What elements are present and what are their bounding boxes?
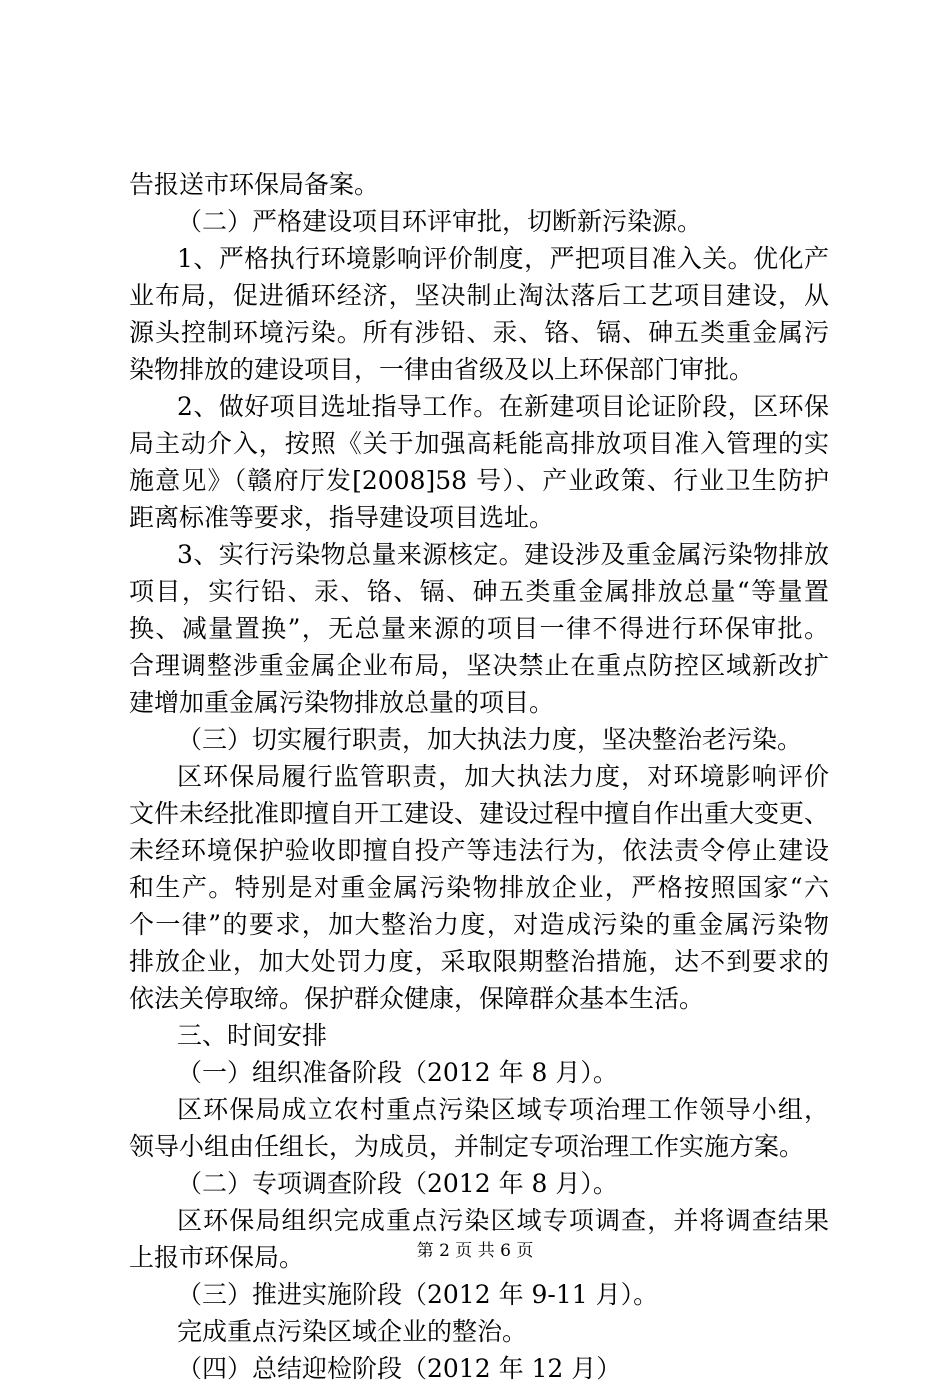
section-heading: （四）总结迎检阶段（2012 年 12 月） (177, 1354, 622, 1383)
text-line: 3、实行污染物总量来源核定。建设涉及重金属污染物排放 (177, 540, 829, 569)
text-line: 个一律”的要求，加大整治力度，对造成污染的重金属污染物 (129, 910, 829, 939)
text-line: 换、减量置换”，无总量来源的项目一律不得进行环保审批。 (129, 614, 829, 643)
section-heading: （三）推进实施阶段（2012 年 9-11 月）。 (177, 1280, 659, 1309)
text-line: 和生产。特别是对重金属污染物排放企业，严格按照国家“六 (129, 873, 829, 902)
section-heading: 三、时间安排 (177, 1021, 328, 1050)
text-line: 区环保局组织完成重点污染区域专项调查，并将调查结果 (177, 1206, 829, 1235)
text-line: 排放企业，加大处罚力度，采取限期整治措施，达不到要求的 (129, 947, 829, 976)
page-number-footer: 第 2 页 共 6 页 (416, 1241, 534, 1261)
text-line: 领导小组由任组长，为成员，并制定专项治理工作实施方案。 (129, 1132, 805, 1161)
text-line: 局主动介入，按照《关于加强高耗能高排放项目准入管理的实 (129, 429, 829, 458)
text-line: 未经环境保护验收即擅自投产等违法行为，依法责令停止建设 (129, 836, 829, 865)
text-line: 告报送市环保局备案。 (129, 170, 380, 199)
text-line: 完成重点污染区域企业的整治。 (177, 1317, 528, 1346)
text-line: 业布局，促进循环经济，坚决制止淘汰落后工艺项目建设，从 (129, 281, 829, 310)
section-heading: （三）切实履行职责，加大执法力度，坚决整治老污染。 (177, 725, 803, 754)
text-line: 依法关停取缔。保护群众健康，保障群众基本生活。 (129, 984, 705, 1013)
text-line: 区环保局履行监管职责，加大执法力度，对环境影响评价 (177, 762, 829, 791)
text-line: 2、做好项目选址指导工作。在新建项目论证阶段，区环保 (177, 392, 829, 421)
section-heading: （二）严格建设项目环评审批，切断新污染源。 (177, 207, 703, 236)
text-line: 区环保局成立农村重点污染区域专项治理工作领导小组， (177, 1095, 829, 1124)
text-line: 文件未经批准即擅自开工建设、建设过程中擅自作出重大变更、 (129, 799, 830, 828)
text-line: 染物排放的建设项目，一律由省级及以上环保部门审批。 (129, 355, 755, 384)
text-line: 项目，实行铅、汞、铬、镉、砷五类重金属排放总量“等量置 (129, 577, 829, 606)
text-line: 建增加重金属污染物排放总量的项目。 (129, 688, 555, 717)
section-heading: （二）专项调查阶段（2012 年 8 月）。 (177, 1169, 618, 1198)
text-line: 施意见》（赣府厅发[2008]58 号）、产业政策、行业卫生防护 (129, 466, 829, 495)
text-line: 距离标准等要求，指导建设项目选址。 (129, 503, 555, 532)
text-line: 1、严格执行环境影响评价制度，严把项目准入关。优化产 (177, 244, 829, 273)
section-heading: （一）组织准备阶段（2012 年 8 月）。 (177, 1058, 618, 1087)
text-line: 源头控制环境污染。所有涉铅、汞、铬、镉、砷五类重金属污 (129, 318, 829, 347)
text-line: 合理调整涉重金属企业布局，坚决禁止在重点防控区域新改扩 (129, 651, 829, 680)
text-line: 上报市环保局。 (129, 1243, 305, 1272)
